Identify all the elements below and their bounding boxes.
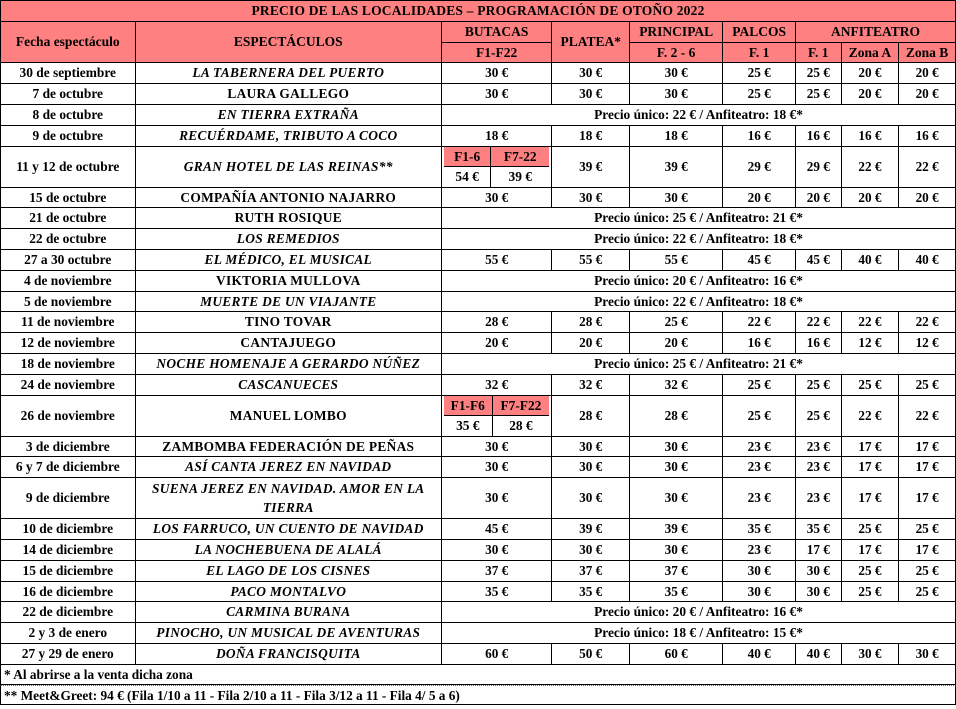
table-row <box>1 602 956 623</box>
unique-price-cell: Precio único: 22 € / Anfiteatro: 18 €* <box>442 229 956 250</box>
header-espectaculos: ESPECTÁCULOS <box>135 21 442 63</box>
price-cell: 25 € <box>796 395 842 436</box>
price-cell: 30 € <box>723 581 796 602</box>
show-cell: DOÑA FRANCISQUITA <box>135 643 442 664</box>
price-cell: 12 € <box>841 333 899 354</box>
price-cell: 32 € <box>442 374 552 395</box>
price-cell: 25 € <box>899 560 956 581</box>
price-cell: 55 € <box>442 249 552 270</box>
price-cell: 30 € <box>630 457 723 478</box>
price-cell: 16 € <box>723 333 796 354</box>
split-label: F7-22 <box>491 147 550 167</box>
price-cell: 17 € <box>899 539 956 560</box>
date-cell: 18 de noviembre <box>1 353 136 374</box>
unique-price-cell: Precio único: 25 € / Anfiteatro: 21 €* <box>442 353 956 374</box>
price-cell: 25 € <box>723 84 796 105</box>
price-cell: 30 € <box>442 187 552 208</box>
price-cell: 20 € <box>899 187 956 208</box>
date-cell: 21 de octubre <box>1 208 136 229</box>
table-row <box>1 395 956 436</box>
price-cell: 20 € <box>899 63 956 84</box>
price-cell: 30 € <box>442 539 552 560</box>
date-cell: 27 a 30 octubre <box>1 249 136 270</box>
date-cell: 15 de diciembre <box>1 560 136 581</box>
table-row <box>1 581 956 602</box>
table-row <box>1 84 956 105</box>
header-principal: PRINCIPAL <box>630 21 723 42</box>
price-cell: 23 € <box>796 436 842 457</box>
table-row <box>1 125 956 146</box>
price-cell: 20 € <box>841 187 899 208</box>
price-cell: 39 € <box>630 519 723 540</box>
table-row <box>1 187 956 208</box>
header-fecha: Fecha espectáculo <box>1 21 136 63</box>
date-cell: 16 de diciembre <box>1 581 136 602</box>
date-cell: 10 de diciembre <box>1 519 136 540</box>
price-cell: 25 € <box>899 374 956 395</box>
table-row <box>1 146 956 187</box>
price-cell: 20 € <box>442 333 552 354</box>
price-cell: 30 € <box>630 478 723 519</box>
table-row <box>1 560 956 581</box>
price-cell: 35 € <box>630 581 723 602</box>
price-cell: 28 € <box>442 312 552 333</box>
show-cell: RUTH ROSIQUE <box>135 208 442 229</box>
show-cell: LA NOCHEBUENA DE ALALÁ <box>135 539 442 560</box>
show-cell: LOS FARRUCO, UN CUENTO DE NAVIDAD <box>135 519 442 540</box>
table-row <box>1 374 956 395</box>
header-anfiteatro-zona-b: Zona B <box>899 42 956 63</box>
price-cell: 35 € <box>796 519 842 540</box>
table-row <box>1 333 956 354</box>
price-cell: 20 € <box>841 63 899 84</box>
date-cell: 27 y 29 de enero <box>1 643 136 664</box>
table-row <box>1 229 956 250</box>
table-row <box>1 270 956 291</box>
show-cell: ASÍ CANTA JEREZ EN NAVIDAD <box>135 457 442 478</box>
price-cell: 23 € <box>723 436 796 457</box>
table-row <box>1 478 956 519</box>
price-cell: 39 € <box>630 146 723 187</box>
price-cell: 30 € <box>630 436 723 457</box>
price-cell: 30 € <box>899 643 956 664</box>
table-row <box>1 63 956 84</box>
price-cell: 28 € <box>630 395 723 436</box>
price-cell: 30 € <box>630 84 723 105</box>
price-cell: 25 € <box>796 374 842 395</box>
price-cell: 30 € <box>841 643 899 664</box>
price-cell: 32 € <box>552 374 630 395</box>
price-cell: 30 € <box>442 457 552 478</box>
price-cell: 22 € <box>899 312 956 333</box>
show-cell: NOCHE HOMENAJE A GERARDO NÚÑEZ <box>135 353 442 374</box>
price-cell: 30 € <box>723 560 796 581</box>
show-cell: EL LAGO DE LOS CISNES <box>135 560 442 581</box>
table-row <box>1 312 956 333</box>
price-cell: 20 € <box>841 84 899 105</box>
price-cell: 25 € <box>630 312 723 333</box>
price-cell: 37 € <box>630 560 723 581</box>
show-cell: PINOCHO, UN MUSICAL DE AVENTURAS <box>135 623 442 644</box>
price-cell: 45 € <box>723 249 796 270</box>
price-cell: 16 € <box>723 125 796 146</box>
price-cell: 37 € <box>552 560 630 581</box>
split-label: F7-F22 <box>492 396 549 416</box>
table-row <box>1 208 956 229</box>
show-cell: LOS REMEDIOS <box>135 229 442 250</box>
date-cell: 11 de noviembre <box>1 312 136 333</box>
price-cell: 39 € <box>552 519 630 540</box>
show-cell: CANTAJUEGO <box>135 333 442 354</box>
show-cell: LA TABERNERA DEL PUERTO <box>135 63 442 84</box>
price-cell: 23 € <box>723 539 796 560</box>
price-cell: 20 € <box>899 84 956 105</box>
header-anfiteatro-f1: F. 1 <box>796 42 842 63</box>
price-cell: 17 € <box>841 539 899 560</box>
show-cell: LAURA GALLEGO <box>135 84 442 105</box>
show-cell: MANUEL LOMBO <box>135 395 442 436</box>
table-row <box>1 104 956 125</box>
price-cell: 35 € <box>552 581 630 602</box>
price-cell: 22 € <box>841 395 899 436</box>
table-row <box>1 436 956 457</box>
price-cell: 18 € <box>552 125 630 146</box>
split-price: 28 € <box>509 418 533 434</box>
price-cell: 30 € <box>552 478 630 519</box>
price-cell: 25 € <box>841 581 899 602</box>
table-row <box>1 457 956 478</box>
price-cell: 17 € <box>841 436 899 457</box>
price-cell: 40 € <box>796 643 842 664</box>
date-cell: 6 y 7 de diciembre <box>1 457 136 478</box>
price-cell: 40 € <box>841 249 899 270</box>
price-cell: 30 € <box>442 84 552 105</box>
price-cell: 30 € <box>552 457 630 478</box>
price-cell: 30 € <box>552 84 630 105</box>
show-cell: MUERTE DE UN VIAJANTE <box>135 291 442 312</box>
show-cell: PACO MONTALVO <box>135 581 442 602</box>
date-cell: 24 de noviembre <box>1 374 136 395</box>
date-cell: 26 de noviembre <box>1 395 136 436</box>
show-cell: COMPAÑÍA ANTONIO NAJARRO <box>135 187 442 208</box>
show-cell: SUENA JEREZ EN NAVIDAD. AMOR EN LA TIERRA <box>135 478 442 519</box>
header-platea: PLATEA* <box>552 21 630 63</box>
date-cell: 2 y 3 de enero <box>1 623 136 644</box>
price-cell: 40 € <box>723 643 796 664</box>
price-cell: 20 € <box>630 333 723 354</box>
price-cell: 17 € <box>899 478 956 519</box>
price-cell: 22 € <box>723 312 796 333</box>
price-cell: 35 € <box>442 581 552 602</box>
price-cell: 45 € <box>796 249 842 270</box>
price-cell: 23 € <box>723 457 796 478</box>
table-row <box>1 643 956 664</box>
price-cell: 17 € <box>841 478 899 519</box>
price-cell: 28 € <box>552 395 630 436</box>
split-price: 54 € <box>444 167 491 187</box>
price-cell: 29 € <box>796 146 842 187</box>
price-cell: 16 € <box>899 125 956 146</box>
date-cell: 9 de octubre <box>1 125 136 146</box>
price-cell: 60 € <box>442 643 552 664</box>
price-cell: 17 € <box>899 457 956 478</box>
price-cell: 16 € <box>796 125 842 146</box>
price-cell: 39 € <box>552 146 630 187</box>
price-cell: 25 € <box>841 560 899 581</box>
price-cell: 30 € <box>552 436 630 457</box>
price-cell: 30 € <box>630 539 723 560</box>
show-cell: CASCANUECES <box>135 374 442 395</box>
date-cell: 22 de diciembre <box>1 602 136 623</box>
price-cell: 22 € <box>899 146 956 187</box>
unique-price-cell: Precio único: 20 € / Anfiteatro: 16 €* <box>442 270 956 291</box>
price-cell: 50 € <box>552 643 630 664</box>
split-label: F1-6 <box>444 147 491 167</box>
table-row <box>1 353 956 374</box>
price-cell: 55 € <box>630 249 723 270</box>
page-title: PRECIO DE LAS LOCALIDADES – PROGRAMACIÓN DE OTOÑO 2022 <box>1 1 956 22</box>
price-cell: 18 € <box>442 125 552 146</box>
table-row <box>1 539 956 560</box>
price-cell: 18 € <box>630 125 723 146</box>
show-cell: CARMINA BURANA <box>135 602 442 623</box>
split-price: 39 € <box>508 169 532 185</box>
price-cell: 23 € <box>796 457 842 478</box>
table-body <box>1 63 956 664</box>
price-cell: 30 € <box>796 560 842 581</box>
price-cell: 30 € <box>552 187 630 208</box>
date-cell: 30 de septiembre <box>1 63 136 84</box>
price-cell: 23 € <box>796 478 842 519</box>
unique-price-cell: Precio único: 18 € / Anfiteatro: 15 €* <box>442 623 956 644</box>
price-cell: 25 € <box>841 374 899 395</box>
footnote-meet-greet: ** Meet&Greet: 94 € (Fila 1/10 a 11 - Fila 2/10 a 11 - Fila 3/12 a 11 - Fila 4/ 5 a 6) <box>0 685 956 705</box>
price-cell: 25 € <box>841 519 899 540</box>
show-cell: VIKTORIA MULLOVA <box>135 270 442 291</box>
date-cell: 4 de noviembre <box>1 270 136 291</box>
date-cell: 11 y 12 de octubre <box>1 146 136 187</box>
footnote-platea: * Al abrirse a la venta dicha zona <box>0 665 956 685</box>
price-cell: 25 € <box>899 519 956 540</box>
header-principal-sub: F. 2 - 6 <box>630 42 723 63</box>
split-label: F1-F6 <box>444 396 492 416</box>
show-cell: RECUÉRDAME, TRIBUTO A COCO <box>135 125 442 146</box>
date-cell: 14 de diciembre <box>1 539 136 560</box>
price-cell: 37 € <box>442 560 552 581</box>
unique-price-cell: Precio único: 20 € / Anfiteatro: 16 €* <box>442 602 956 623</box>
show-cell: ZAMBOMBA FEDERACIÓN DE PEÑAS <box>135 436 442 457</box>
price-cell: 16 € <box>796 333 842 354</box>
header-anfiteatro-zona-a: Zona A <box>841 42 899 63</box>
split-price: 35 € <box>444 416 492 436</box>
table-row <box>1 623 956 644</box>
price-cell: 30 € <box>442 63 552 84</box>
date-cell: 5 de noviembre <box>1 291 136 312</box>
table-row <box>1 291 956 312</box>
price-cell: 17 € <box>841 457 899 478</box>
date-cell: 12 de noviembre <box>1 333 136 354</box>
price-cell: 30 € <box>442 436 552 457</box>
date-cell: 8 de octubre <box>1 104 136 125</box>
date-cell: 22 de octubre <box>1 229 136 250</box>
header-butacas: BUTACAS <box>442 21 552 42</box>
price-cell: 40 € <box>899 249 956 270</box>
unique-price-cell: Precio único: 22 € / Anfiteatro: 18 €* <box>442 291 956 312</box>
butacas-split <box>444 147 549 187</box>
price-cell: 30 € <box>552 63 630 84</box>
header-anfiteatro: ANFITEATRO <box>796 21 956 42</box>
table-row <box>1 249 956 270</box>
price-cell: 30 € <box>796 581 842 602</box>
date-cell: 9 de diciembre <box>1 478 136 519</box>
date-cell: 3 de diciembre <box>1 436 136 457</box>
date-cell: 7 de octubre <box>1 84 136 105</box>
price-cell: 12 € <box>899 333 956 354</box>
price-cell: 20 € <box>723 187 796 208</box>
price-cell: 60 € <box>630 643 723 664</box>
price-cell: 22 € <box>841 312 899 333</box>
price-cell: 30 € <box>442 478 552 519</box>
price-cell: 22 € <box>899 395 956 436</box>
price-cell: 25 € <box>796 63 842 84</box>
show-cell: EL MÉDICO, EL MUSICAL <box>135 249 442 270</box>
price-cell: 28 € <box>552 312 630 333</box>
price-cell: 17 € <box>899 436 956 457</box>
price-cell: 32 € <box>630 374 723 395</box>
price-cell: 22 € <box>841 146 899 187</box>
price-cell: 55 € <box>552 249 630 270</box>
butacas-split-cell <box>442 146 552 187</box>
butacas-split <box>444 396 549 436</box>
price-cell: 25 € <box>796 84 842 105</box>
show-cell: GRAN HOTEL DE LAS REINAS** <box>135 146 442 187</box>
price-cell: 17 € <box>796 539 842 560</box>
header-palcos: PALCOS <box>723 21 796 42</box>
price-cell: 23 € <box>723 478 796 519</box>
header-butacas-sub: F1-F22 <box>442 42 552 63</box>
price-cell: 25 € <box>899 581 956 602</box>
show-cell: EN TIERRA EXTRAÑA <box>135 104 442 125</box>
price-cell: 25 € <box>723 374 796 395</box>
price-cell: 16 € <box>841 125 899 146</box>
show-cell: TINO TOVAR <box>135 312 442 333</box>
price-cell: 30 € <box>630 63 723 84</box>
price-cell: 25 € <box>723 63 796 84</box>
header-palcos-sub: F. 1 <box>723 42 796 63</box>
price-cell: 22 € <box>796 312 842 333</box>
price-cell: 25 € <box>723 395 796 436</box>
price-cell: 20 € <box>796 187 842 208</box>
table-row <box>1 519 956 540</box>
price-cell: 30 € <box>630 187 723 208</box>
unique-price-cell: Precio único: 22 € / Anfiteatro: 18 €* <box>442 104 956 125</box>
date-cell: 15 de octubre <box>1 187 136 208</box>
price-cell: 30 € <box>552 539 630 560</box>
price-cell: 35 € <box>723 519 796 540</box>
unique-price-cell: Precio único: 25 € / Anfiteatro: 21 €* <box>442 208 956 229</box>
price-cell: 20 € <box>552 333 630 354</box>
butacas-split-cell <box>442 395 552 436</box>
price-cell: 45 € <box>442 519 552 540</box>
price-cell: 29 € <box>723 146 796 187</box>
